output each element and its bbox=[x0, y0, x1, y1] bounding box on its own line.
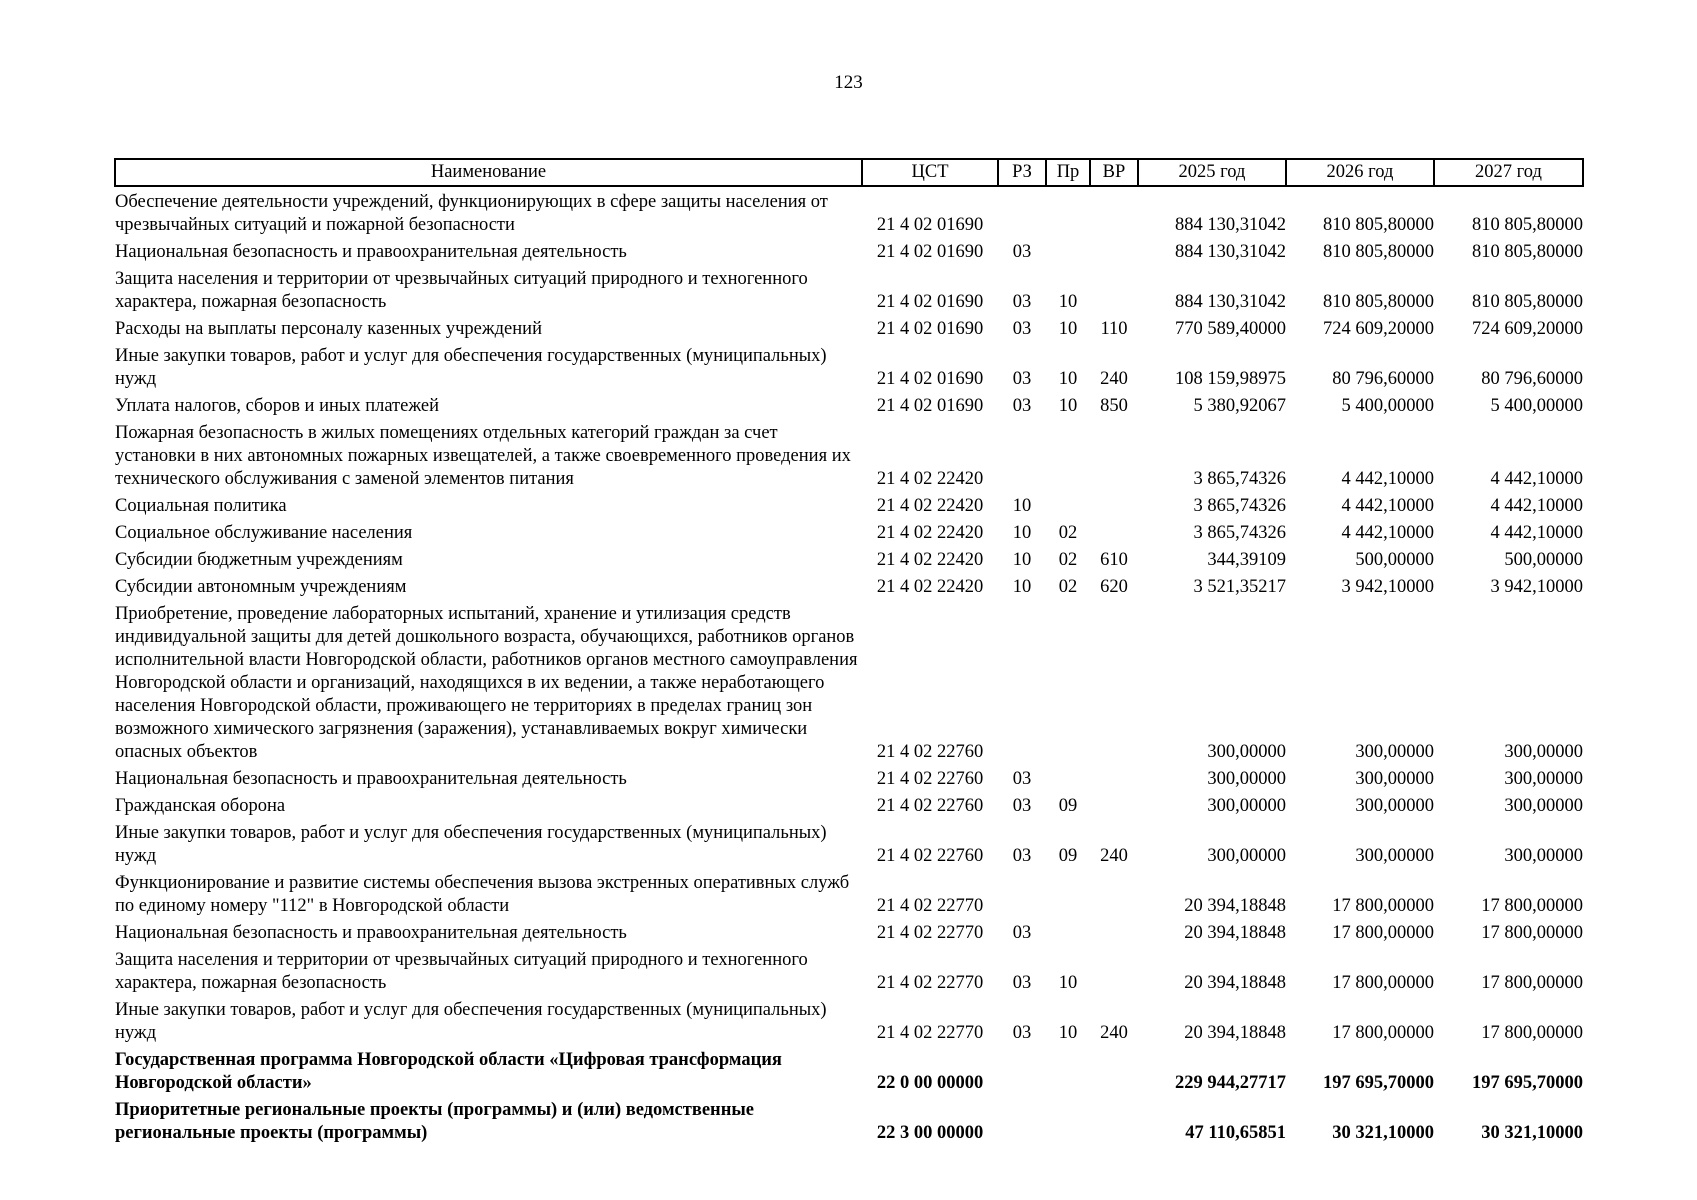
row-pr: 10 bbox=[1058, 973, 1078, 993]
row-cst: 22 3 00 00000 bbox=[876, 1123, 984, 1143]
header-2027: 2027 год bbox=[1434, 159, 1583, 186]
row-vr bbox=[1090, 1095, 1138, 1145]
row-vr bbox=[1090, 791, 1138, 818]
row-rz: 10 bbox=[1012, 577, 1032, 597]
row-value-2027: 4 442,10000 bbox=[1490, 523, 1583, 543]
row-pr: 10 bbox=[1058, 319, 1078, 339]
row-name: Обеспечение деятельности учреждений, функционирующих в сфере защиты населения от чрезвычайных ситуаций и пожарной безопасности bbox=[115, 192, 828, 235]
row-name: Социальное обслуживание населения bbox=[115, 523, 413, 543]
row-name: Национальная безопасность и правоохранительная деятельность bbox=[115, 769, 627, 789]
row-value-2027: 17 800,00000 bbox=[1481, 896, 1583, 916]
row-value-2027: 80 796,60000 bbox=[1481, 369, 1583, 389]
row-value-2025: 20 394,18848 bbox=[1184, 1023, 1286, 1043]
row-value-2026: 17 800,00000 bbox=[1332, 896, 1434, 916]
row-rz: 03 bbox=[1012, 846, 1032, 866]
row-rz bbox=[998, 1045, 1046, 1095]
row-pr: 02 bbox=[1058, 550, 1078, 570]
row-rz: 03 bbox=[1012, 769, 1032, 789]
row-vr: 240 bbox=[1100, 1023, 1128, 1043]
row-rz: 03 bbox=[1012, 1023, 1032, 1043]
row-value-2026: 4 442,10000 bbox=[1341, 523, 1434, 543]
row-name: Расходы на выплаты персоналу казенных учреждений bbox=[115, 319, 542, 339]
row-pr: 02 bbox=[1058, 523, 1078, 543]
row-value-2026: 17 800,00000 bbox=[1332, 1023, 1434, 1043]
row-value-2027: 724 609,20000 bbox=[1472, 319, 1583, 339]
row-value-2025: 770 589,40000 bbox=[1175, 319, 1286, 339]
row-name: Приобретение, проведение лабораторных испытаний, хранение и утилизация средств индивидуальной защиты для детей дошкольного возраста, обучающихся, работников органов исполнительной власти Новгородской области, работников органов местного самоуправления Новгородской области и организаций, находящихся в их ведении, а также неработающего населения Новгородской области, проживающего не территориях в пределах границ зон возможного химического загрязнения (заражения), устанавливаемых вокруг химически опасных объектов bbox=[115, 604, 858, 762]
header-rz: РЗ bbox=[998, 159, 1046, 186]
row-pr bbox=[1046, 186, 1090, 237]
row-value-2025: 344,39109 bbox=[1207, 550, 1286, 570]
row-rz: 03 bbox=[1012, 242, 1032, 262]
table-row bbox=[115, 868, 1583, 918]
row-value-2026: 3 942,10000 bbox=[1341, 577, 1434, 597]
header-vr: ВР bbox=[1090, 159, 1138, 186]
row-name: Государственная программа Новгородской области «Цифровая трансформация Новгородской области» bbox=[115, 1050, 782, 1093]
row-cst: 22 0 00 00000 bbox=[876, 1073, 984, 1093]
row-pr: 10 bbox=[1058, 369, 1078, 389]
row-value-2026: 17 800,00000 bbox=[1332, 973, 1434, 993]
row-name: Иные закупки товаров, работ и услуг для обеспечения государственных (муниципальных) нужд bbox=[115, 823, 827, 866]
row-value-2027: 17 800,00000 bbox=[1481, 923, 1583, 943]
row-vr bbox=[1090, 599, 1138, 764]
row-value-2025: 5 380,92067 bbox=[1193, 396, 1286, 416]
row-cst: 21 4 02 22420 bbox=[876, 550, 984, 570]
row-value-2025: 3 865,74326 bbox=[1193, 523, 1286, 543]
table-row bbox=[115, 918, 1583, 945]
page-number: 123 bbox=[834, 72, 863, 93]
header-2025: 2025 год bbox=[1138, 159, 1286, 186]
row-cst: 21 4 02 01690 bbox=[876, 369, 984, 389]
row-value-2027: 5 400,00000 bbox=[1490, 396, 1583, 416]
row-value-2027: 810 805,80000 bbox=[1472, 242, 1583, 262]
row-pr: 02 bbox=[1058, 577, 1078, 597]
row-value-2027: 300,00000 bbox=[1504, 769, 1583, 789]
row-cst: 21 4 02 01690 bbox=[876, 396, 984, 416]
row-cst: 21 4 02 22770 bbox=[876, 1023, 984, 1043]
row-cst: 21 4 02 22770 bbox=[876, 923, 984, 943]
row-pr bbox=[1046, 599, 1090, 764]
row-vr bbox=[1090, 186, 1138, 237]
row-vr bbox=[1090, 764, 1138, 791]
row-pr: 09 bbox=[1058, 846, 1078, 866]
table-header bbox=[115, 159, 1583, 186]
row-rz: 03 bbox=[1012, 292, 1032, 312]
row-value-2026: 300,00000 bbox=[1355, 796, 1434, 816]
row-value-2025: 20 394,18848 bbox=[1184, 896, 1286, 916]
row-value-2027: 17 800,00000 bbox=[1481, 1023, 1583, 1043]
row-value-2025: 3 865,74326 bbox=[1193, 469, 1286, 489]
row-value-2025: 300,00000 bbox=[1207, 742, 1286, 762]
row-value-2027: 4 442,10000 bbox=[1490, 469, 1583, 489]
table-body bbox=[115, 186, 1583, 1145]
table-row bbox=[115, 791, 1583, 818]
table-row bbox=[115, 572, 1583, 599]
table-row bbox=[115, 491, 1583, 518]
row-cst: 21 4 02 01690 bbox=[876, 292, 984, 312]
row-value-2025: 300,00000 bbox=[1207, 769, 1286, 789]
row-rz: 03 bbox=[1012, 796, 1032, 816]
row-vr: 610 bbox=[1100, 550, 1128, 570]
row-vr bbox=[1090, 418, 1138, 491]
row-name: Приоритетные региональные проекты (программы) и (или) ведомственные региональные проекты (программы) bbox=[115, 1100, 755, 1143]
row-cst: 21 4 02 22760 bbox=[876, 769, 984, 789]
row-vr bbox=[1090, 264, 1138, 314]
row-value-2027: 810 805,80000 bbox=[1472, 215, 1583, 235]
table-row bbox=[115, 945, 1583, 995]
row-value-2025: 884 130,31042 bbox=[1175, 242, 1286, 262]
row-rz: 03 bbox=[1012, 319, 1032, 339]
table-row bbox=[115, 599, 1583, 764]
row-value-2025: 300,00000 bbox=[1207, 796, 1286, 816]
row-vr bbox=[1090, 868, 1138, 918]
row-name: Национальная безопасность и правоохранительная деятельность bbox=[115, 242, 627, 262]
row-cst: 21 4 02 22420 bbox=[876, 577, 984, 597]
row-value-2026: 4 442,10000 bbox=[1341, 469, 1434, 489]
table-row bbox=[115, 341, 1583, 391]
row-value-2027: 810 805,80000 bbox=[1472, 292, 1583, 312]
row-rz: 03 bbox=[1012, 369, 1032, 389]
row-value-2026: 17 800,00000 bbox=[1332, 923, 1434, 943]
row-value-2025: 3 865,74326 bbox=[1193, 496, 1286, 516]
row-value-2025: 20 394,18848 bbox=[1184, 923, 1286, 943]
row-name: Защита населения и территории от чрезвычайных ситуаций природного и техногенного характера, пожарная безопасность bbox=[115, 950, 808, 993]
row-pr bbox=[1046, 1045, 1090, 1095]
header-name: Наименование bbox=[115, 159, 862, 186]
table-row bbox=[115, 186, 1583, 237]
row-vr: 110 bbox=[1100, 319, 1128, 339]
row-name: Субсидии автономным учреждениям bbox=[115, 577, 407, 597]
row-name: Уплата налогов, сборов и иных платежей bbox=[115, 396, 440, 416]
row-rz bbox=[998, 599, 1046, 764]
row-value-2027: 197 695,70000 bbox=[1472, 1073, 1583, 1093]
row-cst: 21 4 02 22760 bbox=[876, 742, 984, 762]
row-value-2025: 300,00000 bbox=[1207, 846, 1286, 866]
row-value-2026: 30 321,10000 bbox=[1332, 1123, 1434, 1143]
row-value-2025: 884 130,31042 bbox=[1175, 215, 1286, 235]
row-pr bbox=[1046, 237, 1090, 264]
row-vr bbox=[1090, 491, 1138, 518]
row-value-2027: 4 442,10000 bbox=[1490, 496, 1583, 516]
table-row bbox=[115, 264, 1583, 314]
row-value-2026: 810 805,80000 bbox=[1323, 292, 1434, 312]
row-pr: 10 bbox=[1058, 1023, 1078, 1043]
row-name: Иные закупки товаров, работ и услуг для обеспечения государственных (муниципальных) нужд bbox=[115, 346, 827, 389]
row-value-2026: 724 609,20000 bbox=[1323, 319, 1434, 339]
row-cst: 21 4 02 22420 bbox=[876, 496, 984, 516]
row-rz: 03 bbox=[1012, 396, 1032, 416]
row-name: Гражданская оборона bbox=[115, 796, 286, 816]
row-rz: 03 bbox=[1012, 973, 1032, 993]
row-cst: 21 4 02 22770 bbox=[876, 896, 984, 916]
row-value-2026: 300,00000 bbox=[1355, 769, 1434, 789]
row-value-2027: 17 800,00000 bbox=[1481, 973, 1583, 993]
row-value-2027: 300,00000 bbox=[1504, 846, 1583, 866]
row-vr bbox=[1090, 945, 1138, 995]
row-cst: 21 4 02 22760 bbox=[876, 846, 984, 866]
row-pr: 09 bbox=[1058, 796, 1078, 816]
row-value-2025: 20 394,18848 bbox=[1184, 973, 1286, 993]
row-cst: 21 4 02 22760 bbox=[876, 796, 984, 816]
table-row bbox=[115, 518, 1583, 545]
row-value-2026: 80 796,60000 bbox=[1332, 369, 1434, 389]
table-row bbox=[115, 314, 1583, 341]
row-name: Социальная политика bbox=[115, 496, 287, 516]
row-value-2026: 197 695,70000 bbox=[1323, 1073, 1434, 1093]
row-pr: 10 bbox=[1058, 396, 1078, 416]
row-cst: 21 4 02 22420 bbox=[876, 469, 984, 489]
row-value-2027: 300,00000 bbox=[1504, 796, 1583, 816]
row-name: Субсидии бюджетным учреждениям bbox=[115, 550, 403, 570]
row-cst: 21 4 02 01690 bbox=[876, 215, 984, 235]
row-pr bbox=[1046, 764, 1090, 791]
row-vr bbox=[1090, 918, 1138, 945]
row-vr: 620 bbox=[1100, 577, 1128, 597]
table-row bbox=[115, 391, 1583, 418]
row-value-2025: 108 159,98975 bbox=[1175, 369, 1286, 389]
table-row bbox=[115, 418, 1583, 491]
row-pr bbox=[1046, 418, 1090, 491]
row-rz: 10 bbox=[1012, 496, 1032, 516]
table-row bbox=[115, 818, 1583, 868]
row-value-2025: 229 944,27717 bbox=[1175, 1073, 1286, 1093]
table-row bbox=[115, 995, 1583, 1045]
row-pr bbox=[1046, 868, 1090, 918]
row-cst: 21 4 02 22770 bbox=[876, 973, 984, 993]
row-value-2027: 500,00000 bbox=[1504, 550, 1583, 570]
row-pr bbox=[1046, 918, 1090, 945]
row-vr bbox=[1090, 1045, 1138, 1095]
row-pr bbox=[1046, 1095, 1090, 1145]
table-row bbox=[115, 545, 1583, 572]
row-rz bbox=[998, 418, 1046, 491]
row-name: Иные закупки товаров, работ и услуг для обеспечения государственных (муниципальных) нужд bbox=[115, 1000, 827, 1043]
row-cst: 21 4 02 01690 bbox=[876, 242, 984, 262]
row-vr bbox=[1090, 518, 1138, 545]
row-value-2027: 3 942,10000 bbox=[1490, 577, 1583, 597]
row-value-2027: 300,00000 bbox=[1504, 742, 1583, 762]
row-rz: 10 bbox=[1012, 550, 1032, 570]
row-rz: 03 bbox=[1012, 923, 1032, 943]
budget-table bbox=[114, 158, 1584, 1145]
row-rz bbox=[998, 1095, 1046, 1145]
row-value-2027: 30 321,10000 bbox=[1481, 1123, 1583, 1143]
row-rz bbox=[998, 868, 1046, 918]
row-vr bbox=[1090, 237, 1138, 264]
table-row bbox=[115, 1045, 1583, 1095]
row-vr: 850 bbox=[1100, 396, 1128, 416]
row-value-2026: 810 805,80000 bbox=[1323, 242, 1434, 262]
row-name: Функционирование и развитие системы обеспечения вызова экстренных оперативных служб по единому номеру "112" в Новгородской области bbox=[115, 873, 850, 916]
header-2026: 2026 год bbox=[1286, 159, 1434, 186]
row-name: Защита населения и территории от чрезвычайных ситуаций природного и техногенного характера, пожарная безопасность bbox=[115, 269, 808, 312]
header-cst: ЦСТ bbox=[862, 159, 998, 186]
row-name: Пожарная безопасность в жилых помещениях отдельных категорий граждан за счет установки в них автономных пожарных извещателей, а также своевременного проведения их технического обслуживания с заменой элементов питания bbox=[115, 423, 851, 489]
header-pr: Пр bbox=[1046, 159, 1090, 186]
row-cst: 21 4 02 01690 bbox=[876, 319, 984, 339]
row-value-2025: 3 521,35217 bbox=[1193, 577, 1286, 597]
row-rz: 10 bbox=[1012, 523, 1032, 543]
table-row bbox=[115, 1095, 1583, 1145]
row-value-2026: 300,00000 bbox=[1355, 742, 1434, 762]
row-pr: 10 bbox=[1058, 292, 1078, 312]
row-value-2025: 884 130,31042 bbox=[1175, 292, 1286, 312]
table-row bbox=[115, 764, 1583, 791]
row-pr bbox=[1046, 491, 1090, 518]
row-value-2026: 810 805,80000 bbox=[1323, 215, 1434, 235]
row-cst: 21 4 02 22420 bbox=[876, 523, 984, 543]
row-value-2025: 47 110,65851 bbox=[1185, 1123, 1286, 1143]
row-name: Национальная безопасность и правоохранительная деятельность bbox=[115, 923, 627, 943]
row-rz bbox=[998, 186, 1046, 237]
row-value-2026: 4 442,10000 bbox=[1341, 496, 1434, 516]
row-value-2026: 300,00000 bbox=[1355, 846, 1434, 866]
row-value-2026: 5 400,00000 bbox=[1341, 396, 1434, 416]
table-row bbox=[115, 237, 1583, 264]
row-value-2026: 500,00000 bbox=[1355, 550, 1434, 570]
row-vr: 240 bbox=[1100, 846, 1128, 866]
row-vr: 240 bbox=[1100, 369, 1128, 389]
